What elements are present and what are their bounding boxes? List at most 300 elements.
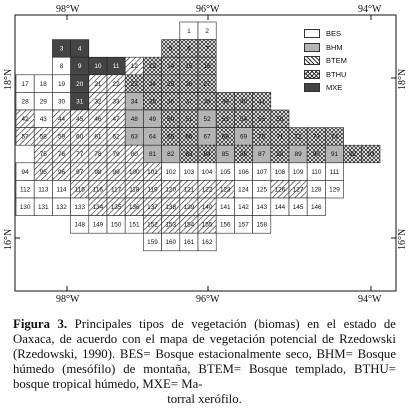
map-cell-140 xyxy=(198,198,216,216)
map-cell-78 xyxy=(89,145,107,163)
map-cell-67 xyxy=(198,128,216,146)
map-cell-8 xyxy=(52,57,70,75)
legend-item-bes xyxy=(304,27,374,41)
map-cell-number: 91 xyxy=(330,151,339,159)
map-cell-54 xyxy=(234,110,252,128)
map-cell-16 xyxy=(198,57,216,75)
map-cell-87 xyxy=(253,145,271,163)
map-cell-88 xyxy=(271,145,289,163)
map-cell-number: 63 xyxy=(130,133,138,141)
map-cell-148 xyxy=(71,216,89,234)
lon-label-bottom-3: 94°W xyxy=(358,294,382,305)
map-cell-30 xyxy=(52,92,70,110)
map-cell-number: 121 xyxy=(183,186,195,194)
map-cell-150 xyxy=(107,216,125,234)
map-cell-160 xyxy=(162,233,180,251)
map-cell-92 xyxy=(344,145,362,163)
map-cell-121 xyxy=(180,180,198,198)
lat-label-left-1: 18°N xyxy=(3,68,14,90)
map-cell-9 xyxy=(71,57,89,75)
map-cell-number: 100 xyxy=(128,168,140,176)
map-cell-number: 51 xyxy=(185,115,193,123)
map-cell-74 xyxy=(325,128,343,146)
map-cell-134 xyxy=(89,198,107,216)
map-cell-number: 73 xyxy=(312,133,320,141)
map-cell-number: 105 xyxy=(219,168,231,176)
lat-label-right-2: 16°N xyxy=(397,228,408,250)
map-cell-35 xyxy=(143,92,161,110)
map-cell-number: 74 xyxy=(330,133,339,141)
map-cell-number: 99 xyxy=(112,168,120,176)
map-cell-26 xyxy=(180,75,198,93)
map-cell-32 xyxy=(89,92,107,110)
map-cell-number: 108 xyxy=(274,168,286,176)
map-cell-111 xyxy=(325,163,343,181)
map-cell-17 xyxy=(16,75,34,93)
map-cell-142 xyxy=(234,198,252,216)
map-cell-number: 143 xyxy=(256,203,268,211)
map-cell-number: 98 xyxy=(94,168,102,176)
map-cell-129 xyxy=(325,180,343,198)
map-cell-number: 96 xyxy=(57,168,66,176)
map-cell-72 xyxy=(289,128,307,146)
map-cell-number: 157 xyxy=(238,221,249,229)
map-cell-number: 152 xyxy=(147,221,158,229)
map-cell-77 xyxy=(71,145,89,163)
map-cell-number: 141 xyxy=(219,203,231,211)
legend-swatch-bthu xyxy=(304,70,320,79)
map-cell-number: 72 xyxy=(294,133,302,141)
map-cell-number: 50 xyxy=(167,115,175,123)
map-cell-126 xyxy=(271,180,289,198)
map-cell-number: 77 xyxy=(76,151,84,159)
map-cell-90 xyxy=(307,145,325,163)
map-cell-number: 119 xyxy=(147,186,158,194)
map-cell-number: 43 xyxy=(39,115,47,123)
map-cell-15 xyxy=(180,57,198,75)
map-cell-143 xyxy=(253,198,271,216)
legend-item-btem xyxy=(304,54,374,68)
map-cell-29 xyxy=(34,92,52,110)
map-cell-number: 142 xyxy=(238,203,249,211)
map-cell-1 xyxy=(180,22,198,40)
map-cell-number: 20 xyxy=(76,80,84,88)
map-cell-number: 60 xyxy=(76,133,84,141)
map-cell-number: 87 xyxy=(258,151,266,159)
map-cell-69 xyxy=(234,128,252,146)
map-cell-number: 1 xyxy=(187,27,191,35)
map-cell-number: 151 xyxy=(128,221,140,229)
map-cell-number: 13 xyxy=(148,63,157,71)
map-cell-13 xyxy=(143,57,161,75)
legend-label-mxe: MXE xyxy=(326,83,343,93)
lat-label-left-2: 16°N xyxy=(3,228,14,250)
map-cell-number: 112 xyxy=(20,186,31,194)
map-cell-154 xyxy=(180,216,198,234)
map-cell-number: 94 xyxy=(21,168,29,176)
map-cell-number: 61 xyxy=(94,133,102,141)
map-cell-113 xyxy=(34,180,52,198)
map-cell-7 xyxy=(198,40,216,58)
map-cell-number: 134 xyxy=(92,203,104,211)
map-cell-155 xyxy=(198,216,216,234)
map-cell-number: 21 xyxy=(94,80,102,88)
map-cell-94 xyxy=(16,163,34,181)
map-cell-number: 25 xyxy=(167,80,175,88)
map-cell-number: 92 xyxy=(349,151,357,159)
map-cell-number: 106 xyxy=(238,168,249,176)
map-cell-11 xyxy=(107,57,125,75)
map-cell-number: 162 xyxy=(201,239,213,247)
map-cell-115 xyxy=(71,180,89,198)
map-cell-number: 16 xyxy=(203,63,211,71)
map-cell-number: 53 xyxy=(221,115,229,123)
map-cell-number: 145 xyxy=(292,203,304,211)
map-cell-138 xyxy=(162,198,180,216)
map-cell-101 xyxy=(143,163,161,181)
legend-label-bhm: BHM xyxy=(326,42,343,52)
map-cell-136 xyxy=(125,198,143,216)
map-cell-76 xyxy=(52,145,70,163)
map-cell-22 xyxy=(107,75,125,93)
map-cell-51 xyxy=(180,110,198,128)
map-cell-number: 8 xyxy=(59,63,64,71)
map-cell-122 xyxy=(198,180,216,198)
map-cell-number: 66 xyxy=(185,133,193,141)
map-cell-146 xyxy=(307,198,325,216)
map-cell-103 xyxy=(180,163,198,181)
map-cell-number: 41 xyxy=(258,98,266,106)
caption-last-line: torral xerófilo. xyxy=(167,392,242,407)
map-cell-61 xyxy=(89,128,107,146)
map-cell-number: 4 xyxy=(77,45,82,53)
map-cell-number: 68 xyxy=(221,133,229,141)
map-cell-106 xyxy=(234,163,252,181)
map-cell-number: 64 xyxy=(148,133,157,141)
map-cell-number: 107 xyxy=(256,168,268,176)
map-cell-number: 136 xyxy=(128,203,140,211)
map-cell-number: 11 xyxy=(112,63,120,71)
map-cell-6 xyxy=(180,40,198,58)
map-cell-66 xyxy=(180,128,198,146)
map-cell-number: 44 xyxy=(57,115,66,123)
map-cell-109 xyxy=(289,163,307,181)
map-cell-93 xyxy=(362,145,380,163)
map-cell-number: 38 xyxy=(203,98,211,106)
map-cell-104 xyxy=(198,163,216,181)
map-cell-number: 148 xyxy=(74,221,86,229)
map-cell-number: 129 xyxy=(329,186,340,194)
map-cell-158 xyxy=(253,216,271,234)
legend-item-bthu xyxy=(304,68,374,82)
map-cell-110 xyxy=(307,163,325,181)
map-cell-number: 101 xyxy=(147,168,158,176)
map-cell-number: 127 xyxy=(292,186,304,194)
map-cell-117 xyxy=(107,180,125,198)
map-cell-number: 154 xyxy=(183,221,195,229)
map-cell-33 xyxy=(107,92,125,110)
map-cell-124 xyxy=(234,180,252,198)
map-cell-number: 146 xyxy=(310,203,322,211)
map-cell-number: 123 xyxy=(219,186,231,194)
map-cell-45 xyxy=(71,110,89,128)
map-cell-68 xyxy=(216,128,234,146)
map-cell-number: 31 xyxy=(76,98,84,106)
map-cell-number: 110 xyxy=(311,168,322,176)
map-cell-4 xyxy=(71,40,89,58)
map-cell-number: 2 xyxy=(205,27,209,35)
map-cell-number: 6 xyxy=(187,45,191,53)
map-cell-44 xyxy=(52,110,70,128)
map-cell-number: 137 xyxy=(147,203,158,211)
map-cell-number: 22 xyxy=(112,80,120,88)
map-cell-28 xyxy=(16,92,34,110)
map-cell-number: 150 xyxy=(110,221,122,229)
map-cell-number: 133 xyxy=(74,203,86,211)
map-cell-number: 81 xyxy=(148,151,157,159)
map-cell-number: 117 xyxy=(111,186,122,194)
map-cell-70 xyxy=(253,128,271,146)
map-cell-64 xyxy=(143,128,161,146)
map-cell-73 xyxy=(307,128,325,146)
map-cell-85 xyxy=(216,145,234,163)
map-cell-3 xyxy=(52,40,70,58)
map-cell-42 xyxy=(16,110,34,128)
map-cell-number: 17 xyxy=(21,80,29,88)
map-cell-number: 39 xyxy=(221,98,229,106)
map-cell-95 xyxy=(34,163,52,181)
map-cell-number: 90 xyxy=(312,151,320,159)
map-cell-number: 120 xyxy=(165,186,177,194)
map-cell-number: 161 xyxy=(183,239,195,247)
map-cell-number: 140 xyxy=(201,203,213,211)
map-cell-number: 78 xyxy=(94,151,102,159)
map-cell-number: 70 xyxy=(258,133,266,141)
map-cell-149 xyxy=(89,216,107,234)
legend-label-bthu: BTHU xyxy=(326,69,347,79)
map-cell-number: 89 xyxy=(294,151,302,159)
map-cell-27 xyxy=(198,75,216,93)
map-cell-84 xyxy=(198,145,216,163)
map-cell-31 xyxy=(71,92,89,110)
map-cell-number: 18 xyxy=(39,80,47,88)
map-cell-89 xyxy=(289,145,307,163)
map-cell-number: 42 xyxy=(21,115,29,123)
map-cell-102 xyxy=(162,163,180,181)
map-cell-number: 56 xyxy=(276,115,284,123)
map-cell-number: 49 xyxy=(148,115,157,123)
figure-caption xyxy=(13,317,396,408)
map-cell-55 xyxy=(253,110,271,128)
map-cell-57 xyxy=(16,128,34,146)
map-cell-41 xyxy=(253,92,271,110)
map-cell-127 xyxy=(289,180,307,198)
map-cell-number: 62 xyxy=(112,133,120,141)
map-cell-number: 59 xyxy=(57,133,66,141)
map-cell-number: 86 xyxy=(239,151,248,159)
map-cell-131 xyxy=(34,198,52,216)
legend-swatch-bes xyxy=(304,29,320,38)
legend-swatch-bhm xyxy=(304,43,320,52)
map-cell-161 xyxy=(180,233,198,251)
map-cell-number: 35 xyxy=(148,98,157,106)
map-cell-63 xyxy=(125,128,143,146)
map-cell-107 xyxy=(253,163,271,181)
map-cell-number: 65 xyxy=(167,133,175,141)
map-cell-40 xyxy=(234,92,252,110)
legend-label-btem: BTEM xyxy=(326,56,347,66)
map-cell-number: 26 xyxy=(185,80,193,88)
map-cell-36 xyxy=(162,92,180,110)
map-cell-151 xyxy=(125,216,143,234)
map-cell-number: 71 xyxy=(276,133,284,141)
map-cell-80 xyxy=(125,145,143,163)
map-cell-79 xyxy=(107,145,125,163)
map-cell-14 xyxy=(162,57,180,75)
map-cell-number: 158 xyxy=(256,221,268,229)
map-cell-123 xyxy=(216,180,234,198)
map-cell-number: 160 xyxy=(165,239,177,247)
map-cell-number: 114 xyxy=(56,186,67,194)
map-cell-number: 149 xyxy=(92,221,104,229)
map-cell-number: 15 xyxy=(185,63,193,71)
map-cell-number: 111 xyxy=(329,168,340,176)
map-cell-53 xyxy=(216,110,234,128)
map-cell-34 xyxy=(125,92,143,110)
map-cell-20 xyxy=(71,75,89,93)
map-cell-99 xyxy=(107,163,125,181)
map-cell-157 xyxy=(234,216,252,234)
map-cell-71 xyxy=(271,128,289,146)
map-cell-139 xyxy=(180,198,198,216)
map-cell-number: 37 xyxy=(185,98,193,106)
map-cell-number: 30 xyxy=(57,98,66,106)
map-cell-number: 113 xyxy=(38,186,49,194)
map-cell-number: 45 xyxy=(76,115,84,123)
map-cell-108 xyxy=(271,163,289,181)
map-cell-number: 115 xyxy=(74,186,85,194)
map-cell-141 xyxy=(216,198,234,216)
map-cell-5 xyxy=(162,40,180,58)
map-cell-97 xyxy=(71,163,89,181)
map-cell-47 xyxy=(107,110,125,128)
map-cell-number: 5 xyxy=(168,45,173,53)
map-cell-number: 48 xyxy=(130,115,138,123)
map-cell-number: 24 xyxy=(148,80,157,88)
map-cell-114 xyxy=(52,180,70,198)
map-cell-number: 118 xyxy=(129,186,140,194)
map-cell-number: 3 xyxy=(59,45,64,53)
legend-item-mxe xyxy=(304,81,374,95)
map-cell-56 xyxy=(271,110,289,128)
map-cell-156 xyxy=(216,216,234,234)
map-cell-number: 104 xyxy=(201,168,213,176)
map-cell-2 xyxy=(198,22,216,40)
legend-item-bhm xyxy=(304,41,374,55)
map-cell-120 xyxy=(162,180,180,198)
map-cell-number: 82 xyxy=(167,151,175,159)
map-cell-number: 9 xyxy=(77,63,82,71)
lon-label-bottom-1: 98°W xyxy=(56,294,80,305)
map-cell-number: 36 xyxy=(167,98,175,106)
map-cell-number: 54 xyxy=(239,115,248,123)
map-cell-58 xyxy=(34,128,52,146)
map-cell-number: 124 xyxy=(238,186,249,194)
map-cell-number: 46 xyxy=(94,115,102,123)
map-cell-number: 23 xyxy=(130,80,138,88)
map-cell-118 xyxy=(125,180,143,198)
map-cell-number: 126 xyxy=(274,186,286,194)
map-legend xyxy=(304,27,374,95)
map-cell-number: 57 xyxy=(21,133,29,141)
map-cell-number: 109 xyxy=(292,168,304,176)
map-cell-number: 79 xyxy=(112,151,120,159)
map-cell-number: 67 xyxy=(203,133,211,141)
map-cell-10 xyxy=(89,57,107,75)
map-cell-number: 155 xyxy=(201,221,213,229)
map-cell-83 xyxy=(180,145,198,163)
map-cell-number: 159 xyxy=(147,239,158,247)
map-cell-number: 84 xyxy=(203,151,211,159)
map-cell-number: 52 xyxy=(203,115,211,123)
legend-swatch-mxe xyxy=(304,83,320,92)
map-cell-number: 132 xyxy=(56,203,67,211)
map-cell-number: 28 xyxy=(21,98,29,106)
map-cell-135 xyxy=(107,198,125,216)
map-cell-number: 138 xyxy=(165,203,177,211)
map-cell-number: 130 xyxy=(19,203,31,211)
map-cell-133 xyxy=(71,198,89,216)
map-cell-38 xyxy=(198,92,216,110)
map-cell-number: 153 xyxy=(165,221,177,229)
map-cell-152 xyxy=(143,216,161,234)
map-cell-39 xyxy=(216,92,234,110)
map-cell-number: 10 xyxy=(94,63,102,71)
map-cell-105 xyxy=(216,163,234,181)
map-cell-number: 95 xyxy=(39,168,47,176)
map-cell-number: 122 xyxy=(201,186,213,194)
lat-label-right-1: 18°N xyxy=(397,68,408,90)
caption-label: Figura 3. xyxy=(13,317,68,331)
map-cell-12 xyxy=(125,57,143,75)
map-cell-145 xyxy=(289,198,307,216)
map-cell-59 xyxy=(52,128,70,146)
map-cell-37 xyxy=(180,92,198,110)
map-cell-96 xyxy=(52,163,70,181)
caption-text: Principales tipos de vegetación (biomas) en el estado de Oaxaca, de acuerdo con el mapa de vegetación potencial de Rzedowski (Rzedowski, 1990). BES= Bosque estacionalmente seco, BHM= Bosque húmedo (mesófilo) de montaña, BTEM= Bosque templado, BTHU= bosque tropical húmedo, MXE= Ma- xyxy=(13,317,396,392)
map-cell-number: 97 xyxy=(76,168,84,176)
map-cell-number: 69 xyxy=(239,133,248,141)
map-cell-62 xyxy=(107,128,125,146)
lon-label-top-3: 94°W xyxy=(358,4,382,15)
legend-label-bes: BES xyxy=(326,29,342,39)
map-cell-number: 14 xyxy=(167,63,175,71)
map-cell-48 xyxy=(125,110,143,128)
map-cell-21 xyxy=(89,75,107,93)
map-cell-49 xyxy=(143,110,161,128)
map-cell-number: 47 xyxy=(112,115,120,123)
map-cell-130 xyxy=(16,198,34,216)
map-cell-23 xyxy=(125,75,143,93)
map-cell-50 xyxy=(162,110,180,128)
map-cell-52 xyxy=(198,110,216,128)
map-cell-18 xyxy=(34,75,52,93)
map-cell-25 xyxy=(162,75,180,93)
lon-label-top-2: 96°W xyxy=(196,4,220,15)
map-cell-number: 156 xyxy=(219,221,231,229)
map-cell-43 xyxy=(34,110,52,128)
lon-label-bottom-2: 96°W xyxy=(196,294,220,305)
